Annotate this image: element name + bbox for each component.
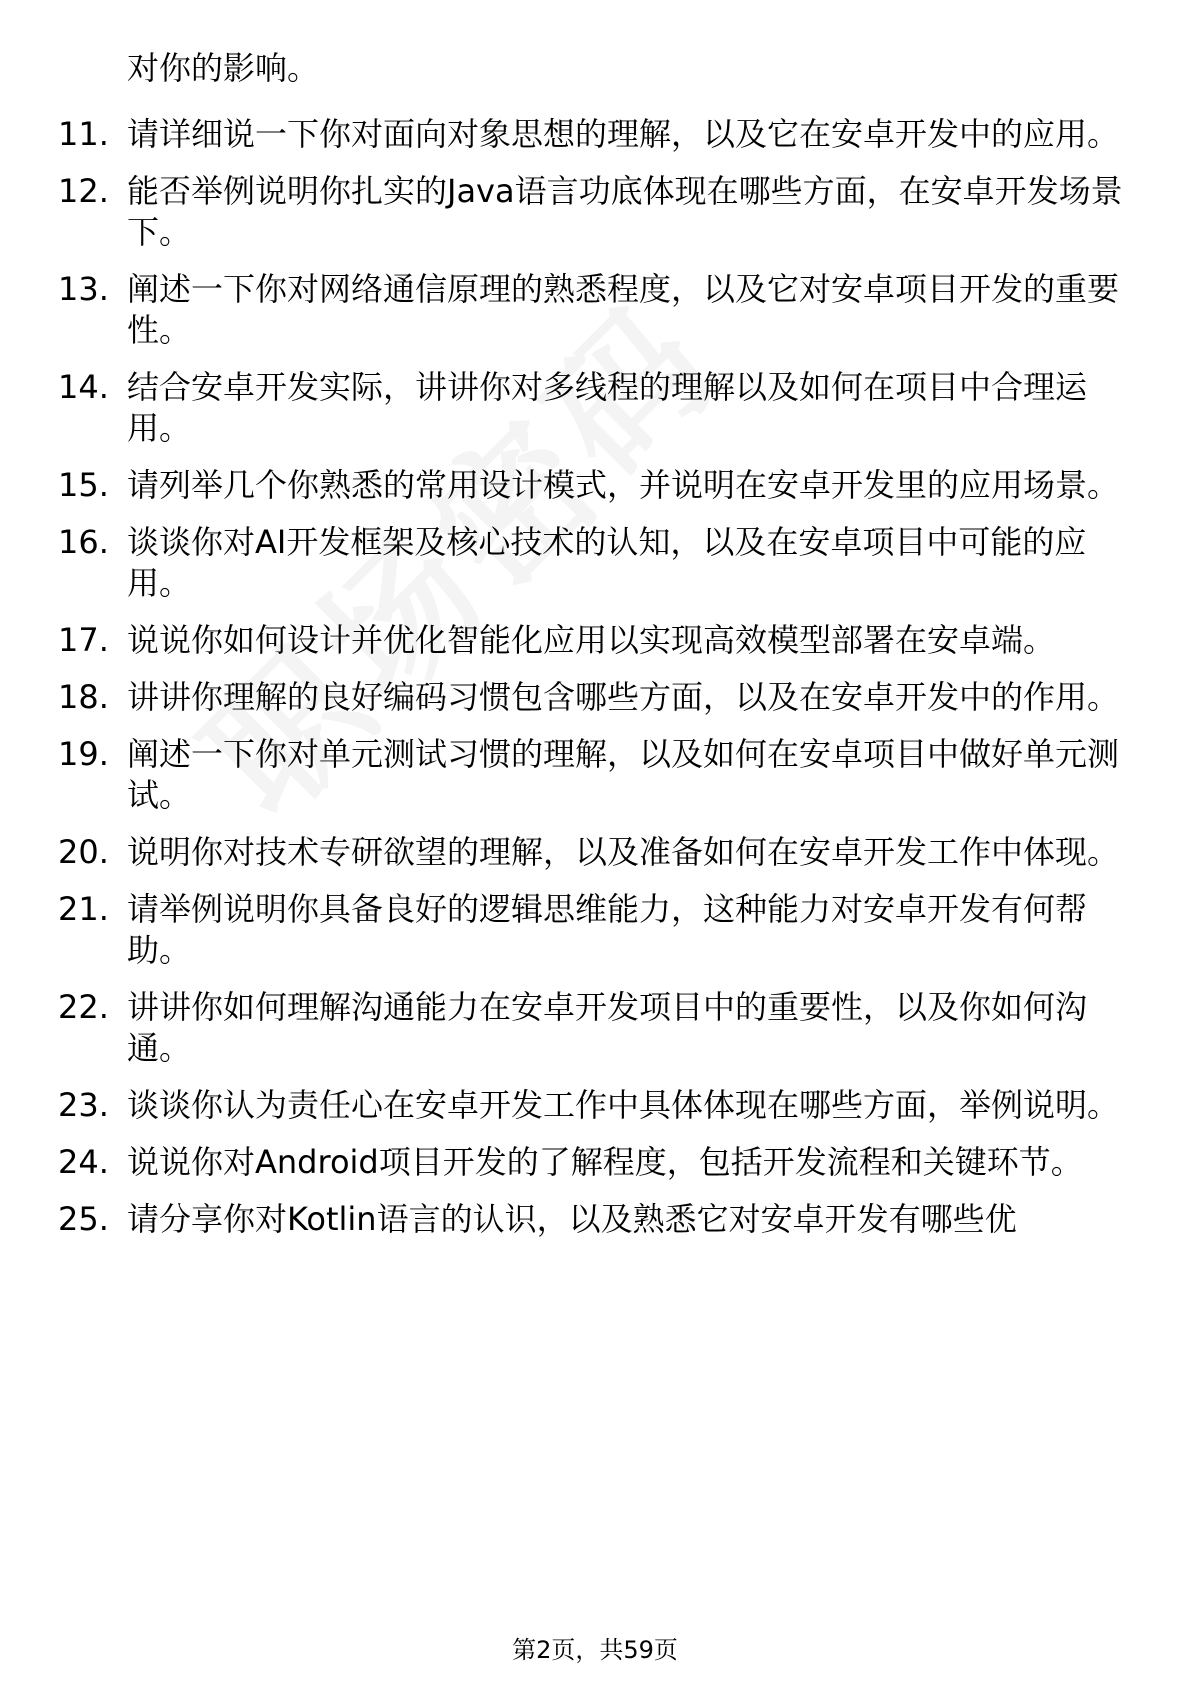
item-text: 说说你对Android项目开发的了解程度，包括开发流程和关键环节。 [127, 1143, 1083, 1181]
item-number: 16. [58, 523, 109, 561]
item-number: 25. [58, 1200, 109, 1238]
item-text: 能否举例说明你扎实的Java语言功底体现在哪些方面，在安卓开发场景下。 [127, 172, 1123, 251]
item-text: 请详细说一下你对面向对象思想的理解，以及它在安卓开发中的应用。 [127, 115, 1120, 153]
item-text: 请列举几个你熟悉的常用设计模式，并说明在安卓开发里的应用场景。 [127, 466, 1120, 504]
item-number: 19. [58, 735, 109, 773]
list-item [58, 522, 1128, 604]
list-item [58, 114, 1128, 155]
item-text: 阐述一下你对网络通信原理的熟悉程度，以及它对安卓项目开发的重要性。 [127, 270, 1120, 349]
item-number: 24. [58, 1143, 109, 1181]
list-item [58, 1199, 1128, 1240]
item-number: 17. [58, 621, 109, 659]
item-text: 结合安卓开发实际，讲讲你对多线程的理解以及如何在项目中合理运用。 [127, 368, 1088, 447]
list-item [58, 1142, 1128, 1183]
list-item [58, 1085, 1128, 1126]
continuation-text: 对你的影响。 [127, 49, 320, 87]
item-text: 谈谈你对AI开发框架及核心技术的认知，以及在安卓项目中可能的应用。 [127, 523, 1087, 602]
item-number: 18. [58, 678, 109, 716]
page-number: 第2页，共59页 [512, 1636, 678, 1664]
item-number: 20. [58, 833, 109, 871]
list-item [58, 987, 1128, 1069]
item-text: 请分享你对Kotlin语言的认识，以及熟悉它对安卓开发有哪些优 [127, 1200, 1017, 1238]
list-item [58, 832, 1128, 873]
item-number: 15. [58, 466, 109, 504]
list-item [58, 889, 1128, 971]
item-text: 说说你如何设计并优化智能化应用以实现高效模型部署在安卓端。 [127, 621, 1056, 659]
item-text: 阐述一下你对单元测试习惯的理解，以及如何在安卓项目中做好单元测试。 [127, 735, 1120, 814]
item-number: 22. [58, 988, 109, 1026]
item-number: 11. [58, 115, 109, 153]
item-number: 23. [58, 1086, 109, 1124]
list-item [58, 620, 1128, 661]
item-text: 讲讲你如何理解沟通能力在安卓开发项目中的重要性，以及你如何沟通。 [127, 988, 1088, 1067]
list-item [58, 171, 1128, 253]
item-text: 请举例说明你具备良好的逻辑思维能力，这种能力对安卓开发有何帮助。 [127, 890, 1088, 969]
list-item [58, 465, 1128, 506]
question-list [58, 114, 1128, 1256]
list-item [58, 734, 1128, 816]
item-number: 14. [58, 368, 109, 406]
item-text: 谈谈你认为责任心在安卓开发工作中具体体现在哪些方面，举例说明。 [127, 1086, 1120, 1124]
item-number: 12. [58, 172, 109, 210]
item-number: 21. [58, 890, 109, 928]
list-item [58, 677, 1128, 718]
item-text: 讲讲你理解的良好编码习惯包含哪些方面，以及在安卓开发中的作用。 [127, 678, 1120, 716]
list-item [58, 269, 1128, 351]
list-item [58, 367, 1128, 449]
item-number: 13. [58, 270, 109, 308]
item-text: 说明你对技术专研欲望的理解，以及准备如何在安卓开发工作中体现。 [127, 833, 1120, 871]
